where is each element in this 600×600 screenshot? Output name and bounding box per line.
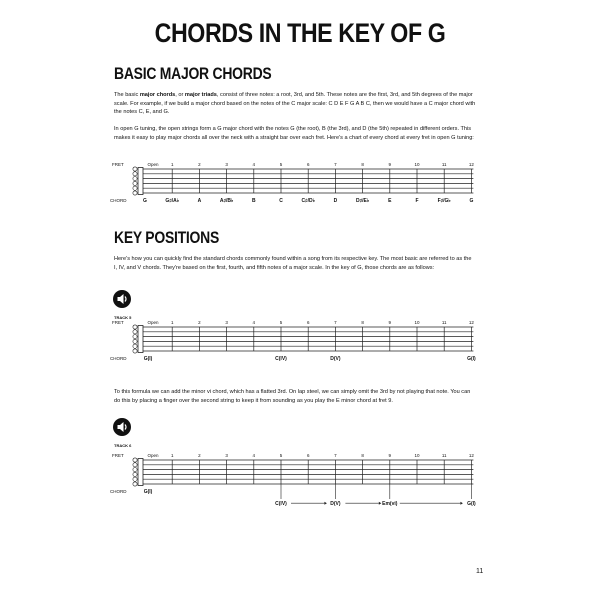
chord-name: G♯/A♭ [165,198,180,204]
fretboard-diagram-all-chords [110,160,480,218]
fret-number: 5 [279,320,283,325]
fret-number: 4 [252,453,256,458]
chord-row-label: CHORD [110,489,127,494]
chord-name: E [388,198,392,204]
fret-number: 8 [361,453,364,458]
chord-row-label: CHORD [110,356,127,361]
open-string-marker [133,330,137,334]
audio-track-6[interactable] [112,417,142,448]
fret-number: 10 [414,162,420,167]
fret-number: 4 [252,320,256,325]
fret-number: 2 [198,162,201,167]
arrowhead [324,502,327,505]
fret-number: 9 [388,320,392,325]
chord-name: G [469,198,474,204]
chord-name: G(I) [143,356,153,362]
nut [138,168,143,195]
audio-track-5[interactable] [112,289,142,320]
open-string-marker [133,325,137,329]
chord-name: B [251,198,256,204]
chord-name: G(I) [467,356,476,362]
fretboard-diagram-i-iv-v [110,318,480,376]
page-number: 11 [476,568,484,575]
fret-number: 11 [441,320,447,325]
audio-track-icon [112,289,132,309]
fret-number: 9 [388,162,392,167]
fret-number: 1 [170,453,174,458]
open-string-marker [133,468,137,472]
chord-name: G(I) [143,489,153,495]
track-label: TRACK 5 [114,315,132,320]
fretboard-diagram-with-minor-vi [110,451,480,531]
fret-number: 5 [279,162,283,167]
fret-number: 6 [306,453,310,458]
fret-number: 8 [361,320,364,325]
open-string-marker [133,167,137,171]
fret-number: 8 [361,162,364,167]
fret-number: 10 [414,320,420,325]
section-heading-basic-major-chords: BASIC MAJOR CHORDS [114,64,272,83]
open-string-marker [133,349,137,353]
chord-name: F [415,198,419,204]
fret-number: 12 [468,453,474,458]
paragraph-text: The basic [114,92,140,98]
fret-number: 7 [334,453,337,458]
chord-name: G [143,198,147,204]
chord-name: D(V) [330,356,341,362]
open-string-marker [133,172,137,176]
open-string-marker [133,458,137,462]
fret-number: 2 [198,453,201,458]
fret-number: 3 [225,162,228,167]
chord-name: C♯/D♭ [301,198,315,204]
fret-number: 3 [225,453,228,458]
fret-number: 4 [252,162,256,167]
nut [138,326,143,353]
fret-number: 11 [441,162,447,167]
paragraph-minor-vi: To this formula we can add the minor vi chord, which has a flatted 3rd. On lap steel, we can simply omit the 3rd by not playing that note. You can do this by placing a finger over the second string to keep it from sounding as you play the E minor chord at fret 9. [114,389,471,404]
audio-track-icon [112,417,132,437]
fret-number: 3 [225,320,228,325]
open-string-marker [133,463,137,467]
chord-row-label: CHORD [110,198,127,203]
nut [138,459,143,486]
open-string-marker [133,339,137,343]
fret-number: Open [147,162,159,167]
chord-name: A [197,198,202,204]
fret-number: 7 [334,320,337,325]
bold-term-major-triads: major triads [184,92,217,98]
fret-number: 10 [414,453,420,458]
fret-number: 1 [170,162,174,167]
open-string-marker [133,191,137,195]
track-label: TRACK 6 [114,443,132,448]
fret-number: 1 [170,320,174,325]
chord-name: A♯/B♭ [219,198,234,204]
arrowhead [379,502,382,505]
open-string-marker [133,177,137,181]
sequence-chord-name: G(I) [467,501,476,507]
open-string-marker [133,482,137,486]
sequence-chord-name: C(IV) [275,501,287,507]
paragraph-text: , or [175,92,185,98]
fret-label: FRET [112,320,124,325]
open-string-marker [133,335,137,339]
paragraph-key-positions: Here's how you can quickly find the standard chords commonly found within a song from its respective key. The most basic are referred to as the I, IV, and V chords. They're based on the first, fourth, and fifth notes of a major scale. In the key of G, those chords are as follows: [114,256,472,271]
open-string-marker [133,344,137,348]
fret-number: Open [147,320,159,325]
chord-name: C(IV) [275,356,287,362]
chord-name: D [333,198,338,204]
fret-number: 12 [468,162,474,167]
fret-number: 6 [306,320,310,325]
paragraph-text: , consist of three notes: a root, 3rd, and 5th. These notes are the first, 3rd, and 5th degrees of the major scale. For example, if we build a major chord based on the notes of the C major scale: C D E F G A B C, then we would have a C major chord with the notes C, E, and G. [114,92,476,116]
open-string-marker [133,181,137,185]
bold-term-major-chords: major chords [139,92,176,98]
arrowhead [460,502,463,505]
chord-name: C [279,198,283,204]
fret-number: 9 [388,453,392,458]
fret-number: 5 [279,453,283,458]
fret-label: FRET [112,162,124,167]
fret-number: 6 [306,162,310,167]
fret-label: FRET [112,453,124,458]
fret-number: 11 [441,453,447,458]
section-heading-key-positions: KEY POSITIONS [114,228,219,247]
chord-name: F♯/G♭ [437,198,451,204]
fret-number: Open [147,453,159,458]
sequence-chord-name: Em(vi) [382,501,398,507]
fret-number: 12 [468,320,474,325]
fret-number: 2 [198,320,201,325]
open-string-marker [133,472,137,476]
page-title: CHORDS IN THE KEY OF G [154,18,446,48]
paragraph-major-chords [114,91,476,117]
open-string-marker [133,477,137,481]
open-string-marker [133,186,137,190]
fret-number: 7 [334,162,337,167]
sequence-chord-name: D(V) [330,501,341,507]
paragraph-open-g-tuning: In open G tuning, the open strings form a G major chord with the notes G (the root), B (the 3rd), and D (the 5th) repeated in different orders. This makes it easy to play major chords all over the neck with a straight bar over each fret. Here's a chart of every chord at every fret in open G tuning: [114,126,474,141]
chord-name: D♯/E♭ [355,198,370,204]
